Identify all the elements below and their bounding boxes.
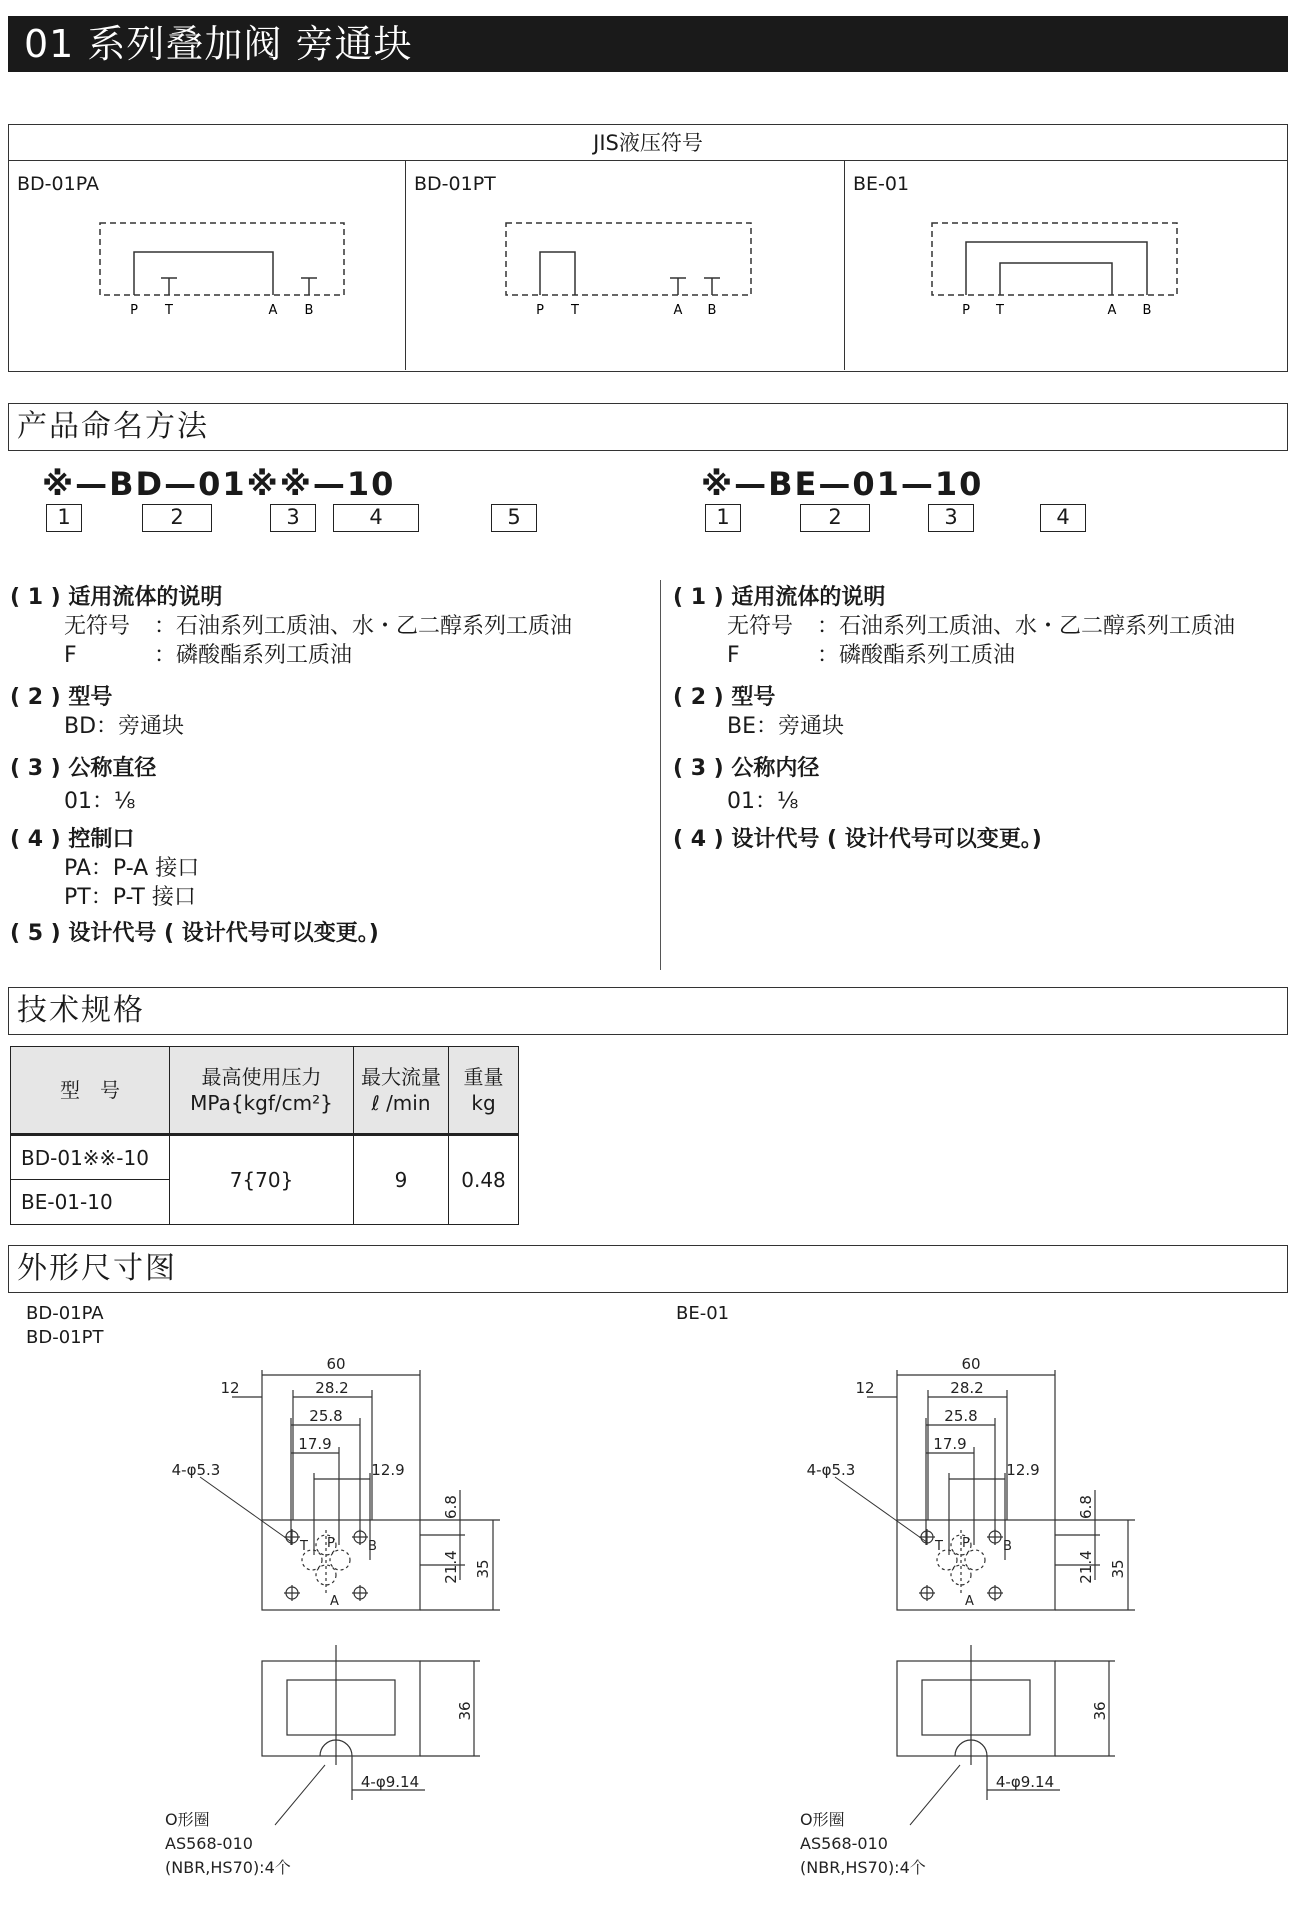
port-t-label: T [165,303,173,318]
port-label: P [327,1536,335,1551]
item-value: ：石油系列工质油、水・乙二醇系列工质油 [817,614,1236,639]
jis-symbol-table [8,124,1288,372]
section-heading-dimensions: 外形尺寸图 [8,1245,1288,1293]
oring-label: (NBR,HS70):4个 [165,1858,291,1877]
jis-symbol-bd01pt [406,161,845,370]
dim-17-9: 17.9 [298,1435,332,1453]
dim-oring-holes: 4-φ9.14 [995,1773,1055,1791]
code-index: 4 [1040,504,1086,532]
item-title: ( 4 ) 控制口 [10,827,135,852]
dim-35: 35 [474,1559,492,1579]
col-header-pressure: 最高使用压力 MPa{kgf/cm²} [170,1047,354,1135]
dim-21-4: 21.4 [1077,1550,1095,1584]
oring-label: O形圈 [800,1810,845,1829]
col-header-weight: 重量 kg [449,1047,519,1135]
item-value: BE：旁通块 [727,714,844,739]
port-label: A [330,1594,339,1609]
jis-symbol-bd01pa [9,161,406,370]
port-p-label: P [962,303,970,318]
port-t-label: T [571,303,579,318]
item-key: F [64,643,77,668]
naming-description-bd [10,583,650,948]
dim-oring-holes: 4-φ9.14 [360,1773,420,1791]
port-label: A [965,1594,974,1609]
table-cell-weight: 0.48 [449,1135,519,1225]
dim-35: 35 [1109,1559,1127,1579]
port-label: B [1003,1539,1012,1554]
item-value: ：磷酸酯系列工质油 [817,643,1016,668]
port-b-label: B [707,303,717,318]
oring-label: AS568-010 [165,1834,253,1853]
spec-table [10,1046,519,1225]
dim-holes: 4-φ5.3 [171,1461,221,1479]
code-index: 1 [46,504,82,532]
dimension-drawing-be [795,1355,1155,1880]
hydraulic-symbol-pt [406,161,845,370]
oring-label: O形圈 [165,1810,210,1829]
item-value: ：磷酸酯系列工质油 [154,643,353,668]
port-label: T [935,1539,943,1554]
item-title: ( 4 ) 设计代号 ( 设计代号可以变更。) [673,827,1042,852]
jis-heading: JIS液压符号 [9,125,1287,161]
code-index: 1 [705,504,741,532]
dim-12: 12 [220,1379,240,1397]
code-index: 4 [333,504,419,532]
drawing-label-be: BE-01 [676,1303,730,1324]
item-value: BD：旁通块 [64,714,185,739]
item-value: 01：⅛ [727,789,799,814]
hydraulic-symbol-be [845,161,1286,370]
naming-description-be [673,583,1288,854]
hydraulic-symbol-pa [9,161,406,370]
dim-6-8: 6.8 [442,1495,460,1519]
dim-25-8: 25.8 [309,1407,343,1425]
dim-25-8: 25.8 [944,1407,978,1425]
col-header-flow: 最大流量 ℓ /min [354,1047,449,1135]
port-p-label: P [536,303,544,318]
oring-label: AS568-010 [800,1834,888,1853]
table-cell-pressure: 7{70} [170,1135,354,1225]
code-index: 3 [928,504,974,532]
port-a-label: A [268,303,278,318]
model-code-be: ※—BE—01—10 [701,465,984,503]
table-cell-model: BE-01-10 [11,1180,170,1225]
dim-60: 60 [961,1355,981,1373]
item-key: F [727,643,740,668]
dim-12-9: 12.9 [371,1461,405,1479]
code-index: 2 [142,504,212,532]
code-index: 5 [491,504,537,532]
item-title: ( 3 ) 公称直径 [10,756,157,781]
dim-28-2: 28.2 [950,1379,984,1397]
table-cell-flow: 9 [354,1135,449,1225]
item-value: PA：P-A 接口 [64,856,200,881]
dim-21-4: 21.4 [442,1550,460,1584]
dim-36: 36 [1091,1701,1109,1721]
port-t-label: T [996,303,1004,318]
item-title: ( 5 ) 设计代号 ( 设计代号可以变更。) [10,921,379,946]
section-heading-spec: 技术规格 [8,987,1288,1035]
page-title: 01 系列叠加阀 旁通块 [8,16,1288,72]
dim-17-9: 17.9 [933,1435,967,1453]
item-key: 无符号 [64,614,131,639]
item-value: ：石油系列工质油、水・乙二醇系列工质油 [154,614,573,639]
code-index: 2 [800,504,870,532]
port-a-label: A [673,303,683,318]
item-value: PT：P-T 接口 [64,885,196,910]
jis-label: BE-01 [853,173,910,195]
port-label: B [368,1539,377,1554]
item-title: ( 3 ) 公称内径 [673,756,820,781]
item-title: ( 1 ) 适用流体的说明 [673,585,886,610]
port-label: P [962,1536,970,1551]
port-a-label: A [1107,303,1117,318]
port-p-label: P [130,303,138,318]
item-value: 01：⅛ [64,789,136,814]
dim-60: 60 [326,1355,346,1373]
dim-12: 12 [855,1379,875,1397]
dim-holes: 4-φ5.3 [806,1461,856,1479]
dim-6-8: 6.8 [1077,1495,1095,1519]
dim-28-2: 28.2 [315,1379,349,1397]
item-title: ( 2 ) 型号 [10,685,113,710]
port-label: T [300,1539,308,1554]
jis-symbol-be01 [845,161,1286,370]
item-key: 无符号 [727,614,794,639]
jis-label: BD-01PT [414,173,496,195]
port-b-label: B [304,303,314,318]
column-divider [660,580,661,970]
item-title: ( 1 ) 适用流体的说明 [10,585,223,610]
dimension-drawing-bd [160,1355,520,1880]
drawing-label-bd: BD-01PA BD-01PT [26,1303,104,1348]
code-index: 3 [270,504,316,532]
model-code-bd: ※—BD—01※※—10 [42,465,396,503]
jis-label: BD-01PA [17,173,99,195]
oring-label: (NBR,HS70):4个 [800,1858,926,1877]
item-title: ( 2 ) 型号 [673,685,776,710]
section-heading-naming: 产品命名方法 [8,403,1288,451]
col-header-model: 型 号 [11,1047,170,1135]
dim-36: 36 [456,1701,474,1721]
table-cell-model: BD-01※※-10 [11,1135,170,1180]
dim-12-9: 12.9 [1006,1461,1040,1479]
port-b-label: B [1142,303,1152,318]
